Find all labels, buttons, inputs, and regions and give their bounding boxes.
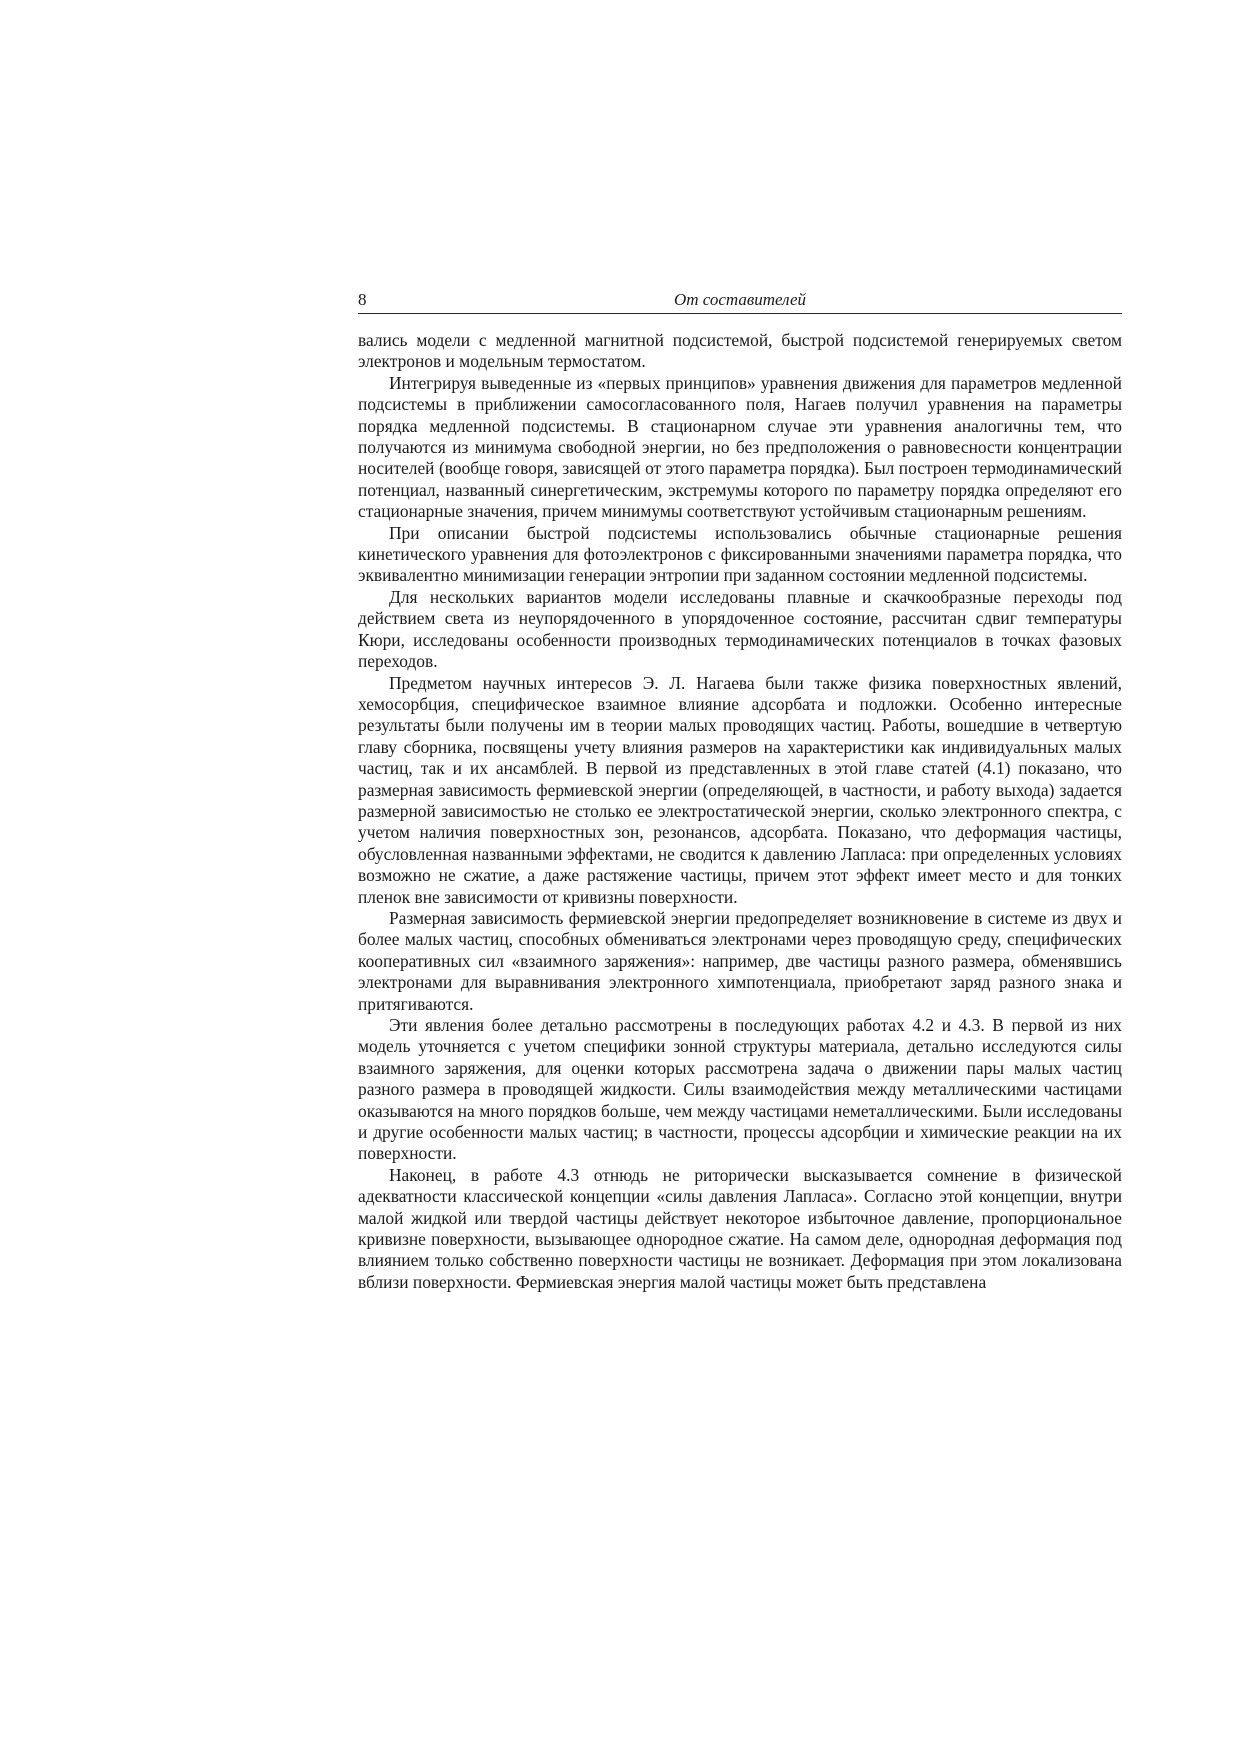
paragraph: Предметом научных интересов Э. Л. Нагаева были также физика поверхностных явлений, хемосорбция, специфическое взаимное влияние адсорбата и подложки. Особенно интересные результаты были получены им в теории малых проводящих частиц. Работы, вошедшие в четвертую главу сборника, посвящены учету влияния размеров на характеристики как индивидуальных малых частиц, так и их ансамблей. В первой из представленных в этой главе статей (4.1) показано, что размерная зависимость фермиевской энергии (определяющей, в частности, и работу выхода) задается размерной зависимостью не столько ее электростатической энергии, сколько электронного спектра, с учетом наличия поверхностных зон, резонансов, адсорбата. Показано, что деформация частицы, обусловленная названными эффектами, не сводится к давлению Лапласа: при определенных условиях возможно не сжатие, а даже растяжение частицы, причем этот эффект имеет место и для тонких пленок вне зависимости от кривизны поверхности. (358, 672, 1122, 907)
paragraph: При описании быстрой подсистемы использовались обычные стационарные решения кинетического уравнения для фотоэлектронов с фиксированными значениями параметра порядка, что эквивалентно минимизации генерации энтропии при заданном состоянии медленной подсистемы. (358, 522, 1122, 586)
paragraph: вались модели с медленной магнитной подсистемой, быстрой подсистемой генерируемых светом электронов и модельным термостатом. (358, 330, 1122, 372)
paragraph: Интегрируя выведенные из «первых принципов» уравнения движения для параметров медленной подсистемы в приближении самосогласованного поля, Нагаев получил уравнения на параметры порядка медленной подсистемы. В стационарном случае эти уравнения аналогичны тем, что получаются из минимума свободной энергии, но без предположения о равновесности концентрации носителей (вообще говоря, зависящей от этого параметра порядка). Был построен термодинамический потенциал, названный синергетическим, экстремумы которого по параметру порядка определяют его стационарные значения, причем минимумы соответствуют устойчивым стационарным решениям. (358, 372, 1122, 522)
body-text (358, 330, 1122, 1293)
paragraph: Для нескольких вариантов модели исследованы плавные и скачкообразные переходы под действием света из неупорядоченного в упорядоченное состояние, рассчитан сдвиг температуры Кюри, исследованы особенности производных термодинамических потенциалов в точках фазовых переходов. (358, 586, 1122, 672)
paragraph: Эти явления более детально рассмотрены в последующих работах 4.2 и 4.3. В первой из них модель уточняется с учетом специфики зонной структуры материала, детально исследуются силы взаимного заряжения, для оценки которых рассмотрена задача о движении пары малых частиц разного размера в проводящей жидкости. Силы взаимодействия между металлическими частицами оказываются на много порядков больше, чем между частицами неметаллическими. Были исследованы и другие особенности малых частиц; в частности, процессы адсорбции и химические реакции на их поверхности. (358, 1015, 1122, 1164)
paragraph: Наконец, в работе 4.3 отнюдь не риторически высказывается сомнение в физической адекватности классической концепции «силы давления Лапласа». Согласно этой концепции, внутри малой жидкой или твердой частицы действует некоторое избыточное давление, пропорциональное кривизне поверхности, вызывающее однородное сжатие. На самом деле, однородная деформация под влиянием только собственно поверхности частицы не возникает. Деформация при этом локализована вблизи поверхности. Фермиевская энергия малой частицы может быть представлена (358, 1164, 1122, 1292)
page-number: 8 (358, 290, 367, 309)
page-header (358, 289, 1122, 314)
running-title: От составителей (673, 290, 807, 309)
paragraph: Размерная зависимость фермиевской энергии предопределяет возникновение в системе из двух и более малых частиц, способных обмениваться электронами через проводящую среду, специфических кооперативных сил «взаимного заряжения»: например, две частицы разного размера, обменявшись электронами для выравнивания электронного химпотенциала, приобретают заряд разного знака и притягиваются. (358, 907, 1122, 1014)
